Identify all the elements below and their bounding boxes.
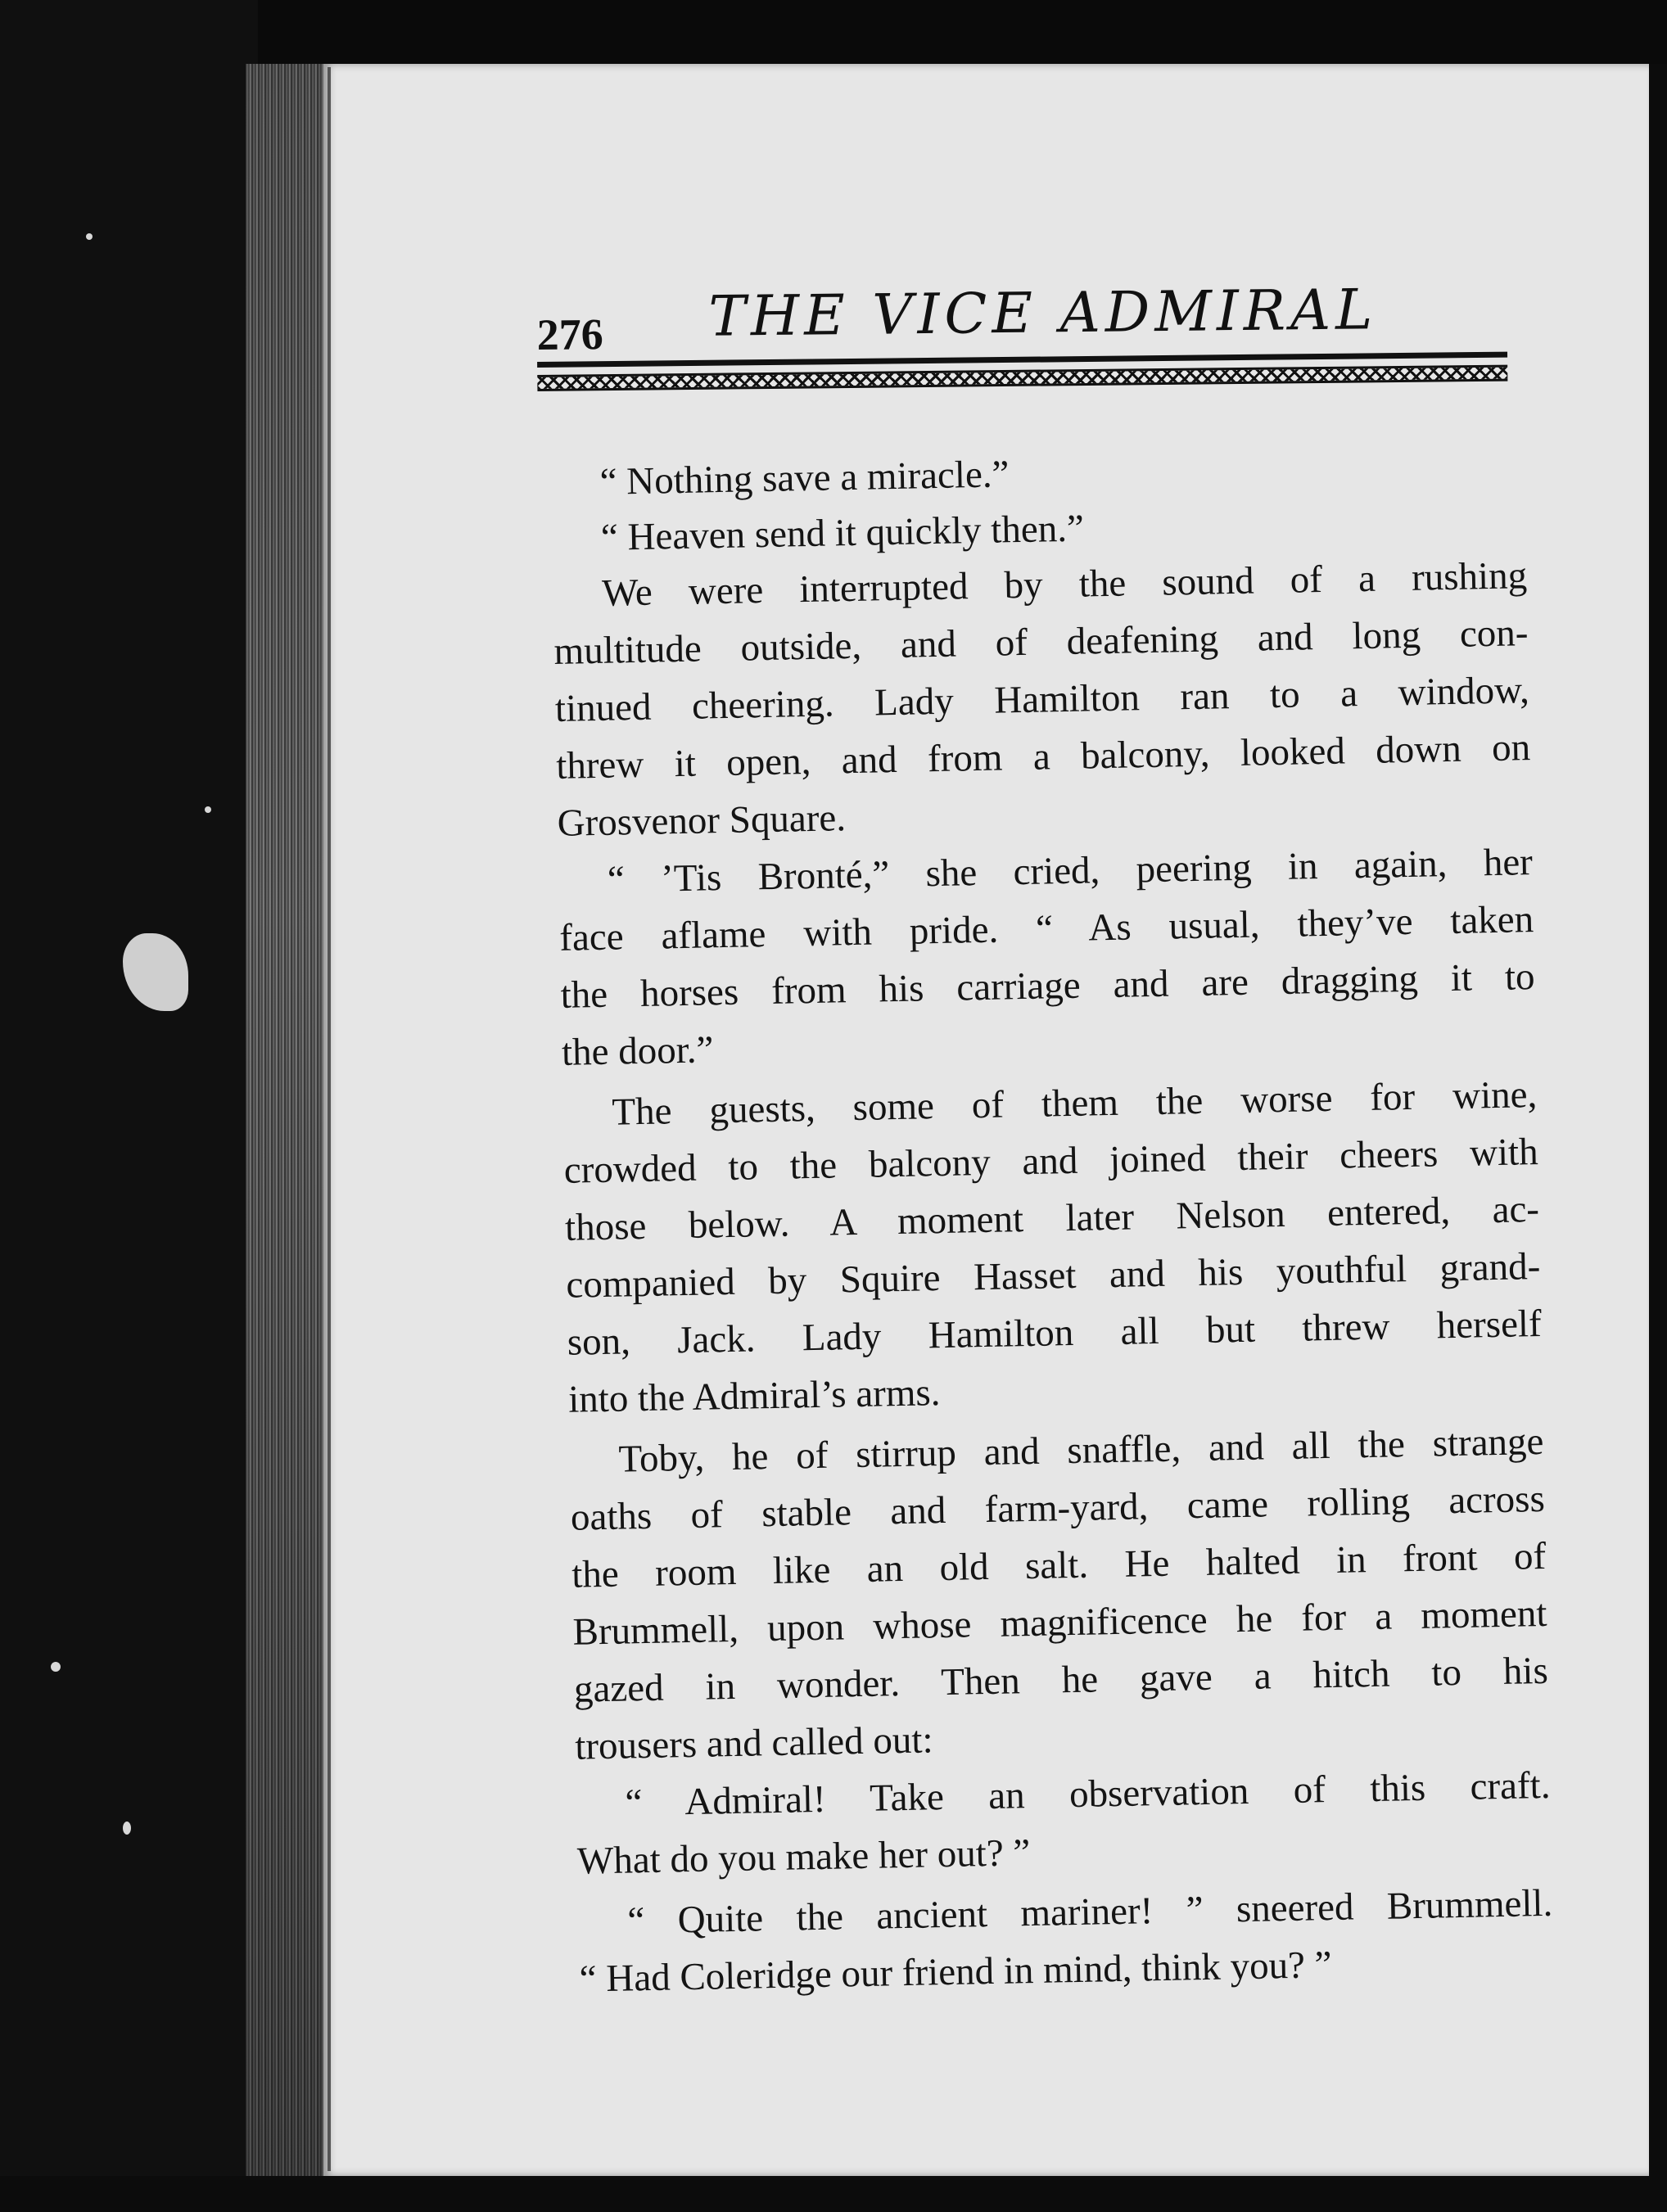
text-line: the horses from his carriage and are dragging it to xyxy=(560,955,1535,1017)
page-gutter-line xyxy=(328,67,331,2171)
page-number: 276 xyxy=(536,309,604,359)
text-line: “ Had Coleridge our friend in mind, think you? ” xyxy=(579,1943,1332,2001)
text-line: Grosvenor Square. xyxy=(557,797,847,845)
running-title: THE VICE ADMIRAL xyxy=(708,278,1378,350)
page-edges-shadow xyxy=(246,64,323,2176)
text-line: companied by Squire Hasset and his youthful grand- xyxy=(565,1244,1541,1307)
dust-speck xyxy=(86,233,93,240)
text-line: crowded to the balcony and joined their cheers with xyxy=(563,1130,1539,1192)
page-header xyxy=(536,269,1507,360)
text-line: son, Jack. Lady Hamilton all but threw herself xyxy=(567,1302,1543,1364)
scan-background-left xyxy=(0,0,258,2212)
text-line: threw it open, and from a balcony, looked down on xyxy=(555,726,1531,788)
text-line: “ Admiral! Take an observation of this craft. xyxy=(625,1763,1551,1825)
text-line: face aflame with pride. “ As usual, they’ve taken xyxy=(558,898,1534,959)
dust-speck xyxy=(205,806,211,813)
text-line: those below. A moment later Nelson entered, ac- xyxy=(564,1187,1540,1249)
text-line: What do you make her out? ” xyxy=(576,1831,1031,1883)
dust-speck xyxy=(123,1822,131,1835)
text-line: “ Heaven send it quickly then.” xyxy=(600,507,1085,559)
text-line: We were interrupted by the sound of a rushing xyxy=(601,554,1528,615)
text-line: multitude outside, and of deafening and long con- xyxy=(553,612,1529,673)
text-line: Toby, he of stirrup and snaffle, and all the strange xyxy=(618,1420,1544,1481)
text-line: the room like an old salt. He halted in front of xyxy=(571,1534,1547,1596)
text-line: tinued cheering. Lady Hamilton ran to a window, xyxy=(554,669,1530,730)
text-line: “ Nothing save a miracle.” xyxy=(599,453,1010,503)
text-line: Brummell, upon whose magnificence he for a moment xyxy=(572,1591,1547,1654)
text-line: oaths of stable and farm-yard, came rolling across xyxy=(570,1477,1546,1539)
text-line: gazed in wonder. Then he gave a hitch to his xyxy=(573,1649,1549,1711)
dust-speck xyxy=(51,1662,61,1672)
text-line: The guests, some of them the worse for wine, xyxy=(611,1073,1538,1134)
text-line: “ Quite the ancient mariner! ” sneered Brummell. xyxy=(626,1881,1553,1943)
scan-border-right xyxy=(1649,64,1667,2212)
text-line: trousers and called out: xyxy=(574,1718,933,1768)
text-line: “ ’Tis Bronté,” she cried, peering in again, her xyxy=(607,841,1534,901)
text-line: the door.” xyxy=(561,1028,714,1074)
scan-border-bottom xyxy=(0,2176,1667,2212)
text-line: into the Admiral’s arms. xyxy=(567,1371,941,1421)
